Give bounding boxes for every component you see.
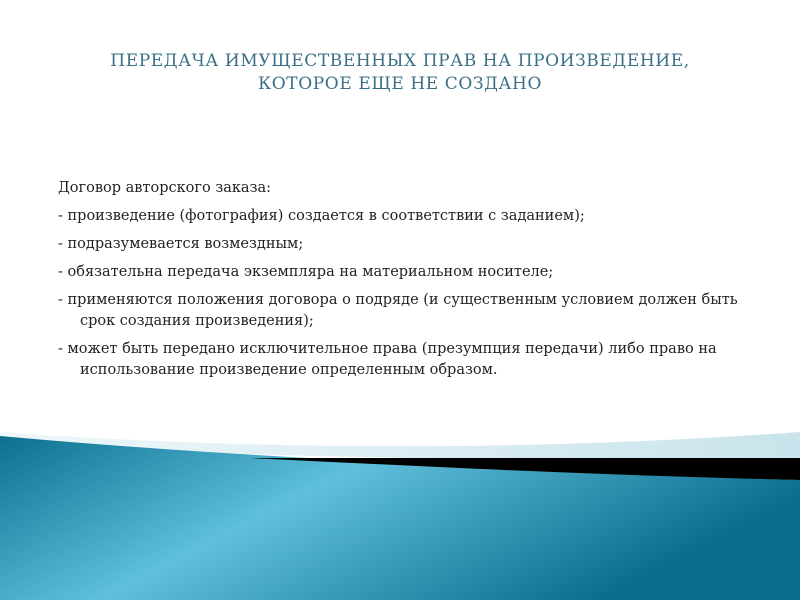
slide-body [58,178,758,388]
slide-title [40,50,760,96]
slide-title-line-2: КОТОРОЕ ЕЩЕ НЕ СОЗДАНО [257,74,542,94]
list-item: - подразумевается возмездным; [58,236,304,252]
slide-title-line-1: ПЕРЕДАЧА ИМУЩЕСТВЕННЫХ ПРАВ НА ПРОИЗВЕДЕНИЕ, [110,51,690,71]
list-item: - произведение (фотография) создается в соответствии с заданием); [58,208,585,224]
list-item: - обязательна передача экземпляра на материальном носителе; [58,264,554,280]
decorative-wave-band [0,420,800,600]
body-intro: Договор авторского заказа: [58,180,272,196]
list-item: - может быть передано исключительное права (презумпция передачи) либо право на использование произведение определенным образом. [58,341,717,378]
list-item: - применяются положения договора о подряде (и существенным условием должен быть срок создания произведения); [58,292,738,329]
